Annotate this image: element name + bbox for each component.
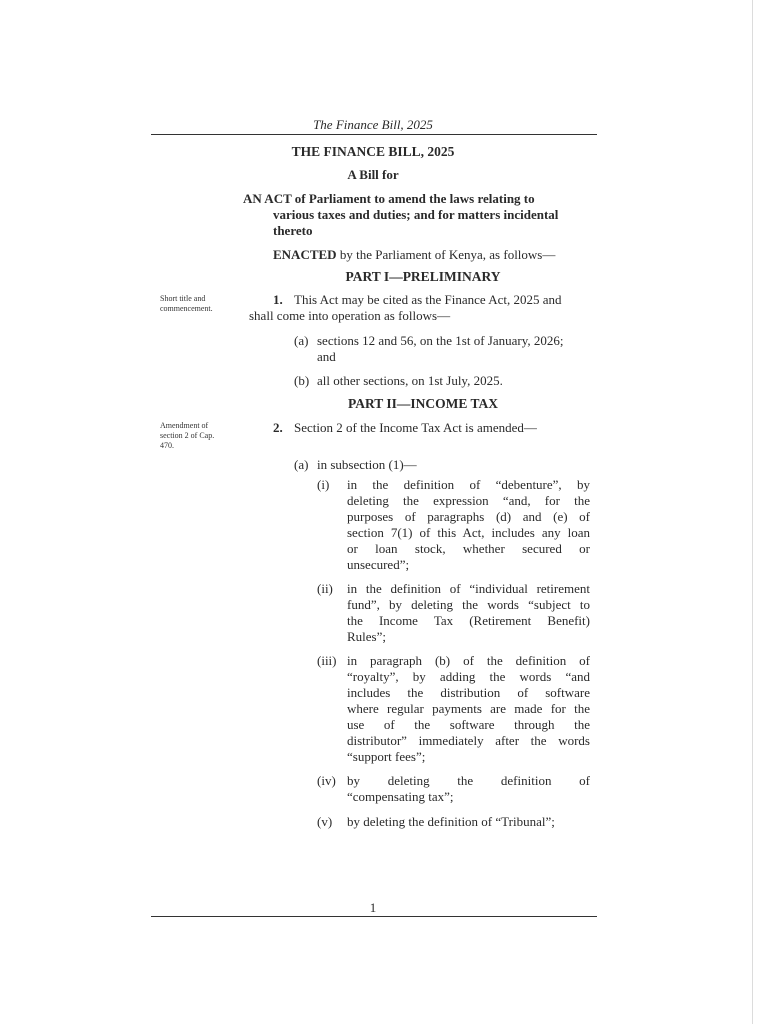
page-number: 1 bbox=[369, 900, 377, 915]
long-title-line1: AN ACT of Parliament to amend the laws relating to bbox=[243, 191, 535, 206]
item-line: in the definition of “individual retirement bbox=[347, 581, 590, 596]
bill-title: THE FINANCE BILL, 2025 bbox=[291, 144, 455, 159]
section-1-text-line2: shall come into operation as follows— bbox=[249, 308, 451, 323]
para-b-text: all other sections, on 1st July, 2025. bbox=[317, 373, 503, 388]
margin-note-line: 470. bbox=[160, 441, 174, 450]
item-line: by deleting the definition of bbox=[347, 773, 590, 788]
item-line: use of the software through the bbox=[347, 717, 590, 732]
item-v-label: (v) bbox=[317, 814, 333, 829]
header-rule bbox=[151, 134, 597, 135]
item-iii-label: (iii) bbox=[317, 653, 337, 668]
subsection-a-text: in subsection (1)— bbox=[317, 457, 417, 472]
section-1-text-line1: This Act may be cited as the Finance Act, 2025 and bbox=[294, 292, 562, 307]
part2-heading: PART II—INCOME TAX bbox=[347, 396, 499, 411]
page-edge-divider bbox=[752, 0, 753, 1024]
long-title-line2: various taxes and duties; and for matters incidental bbox=[273, 207, 559, 222]
para-a-label: (a) bbox=[294, 333, 309, 348]
item-line: in paragraph (b) of the definition of bbox=[347, 653, 590, 668]
margin-note-amendment bbox=[160, 421, 234, 451]
bill-for: A Bill for bbox=[347, 167, 399, 182]
enacting-text: by the Parliament of Kenya, as follows— bbox=[339, 247, 556, 262]
item-v-text: by deleting the definition of “Tribunal”; bbox=[347, 814, 555, 829]
running-header: The Finance Bill, 2025 bbox=[313, 117, 433, 132]
footer-rule bbox=[151, 916, 597, 917]
part1-heading: PART I—PRELIMINARY bbox=[345, 269, 501, 284]
item-line: includes the distribution of software bbox=[347, 685, 590, 700]
item-line: distributor” immediately after the words bbox=[347, 733, 590, 748]
item-i-text bbox=[347, 477, 590, 573]
item-line: in the definition of “debenture”, by bbox=[347, 477, 590, 492]
margin-note-line: Amendment of bbox=[160, 421, 209, 430]
item-line: purposes of paragraphs (d) and (e) of bbox=[347, 509, 590, 524]
item-line: section 7(1) of this Act, includes any loan bbox=[347, 525, 590, 540]
item-iv-label: (iv) bbox=[317, 773, 336, 788]
margin-note-line: commencement. bbox=[160, 304, 213, 313]
long-title-line3: thereto bbox=[273, 223, 313, 238]
item-line: “support fees”; bbox=[347, 749, 426, 764]
section-2-number: 2. bbox=[273, 420, 283, 435]
item-line: “compensating tax”; bbox=[347, 789, 454, 804]
para-a-line1: sections 12 and 56, on the 1st of January, 2026; bbox=[317, 333, 564, 348]
enacting-formula bbox=[273, 247, 555, 263]
item-line: Rules”; bbox=[347, 629, 386, 644]
item-line: unsecured”; bbox=[347, 557, 410, 572]
section-2-text: Section 2 of the Income Tax Act is amended— bbox=[294, 420, 537, 435]
item-line: deleting the expression “and, for the bbox=[347, 493, 590, 508]
item-line: or loan stock, whether secured or bbox=[347, 541, 590, 556]
para-b-label: (b) bbox=[294, 373, 310, 388]
item-ii-label: (ii) bbox=[317, 581, 333, 596]
margin-note-line: section 2 of Cap. bbox=[160, 431, 215, 440]
subsection-a-label: (a) bbox=[294, 457, 309, 472]
item-iii-text bbox=[347, 653, 590, 765]
item-ii-text bbox=[347, 581, 590, 645]
item-line: the Income Tax (Retirement Benefit) bbox=[347, 613, 590, 628]
margin-note-line: Short title and bbox=[160, 294, 206, 303]
item-line: fund”, by deleting the words “subject to bbox=[347, 597, 590, 612]
item-line: “royalty”, by adding the words “and bbox=[347, 669, 590, 684]
para-a-line2: and bbox=[317, 349, 336, 364]
item-iv-text bbox=[347, 773, 590, 805]
item-line: where regular payments are made for the bbox=[347, 701, 590, 716]
section-1-number: 1. bbox=[273, 292, 283, 307]
margin-note-short-title bbox=[160, 294, 234, 314]
enacted-word: ENACTED bbox=[273, 247, 337, 262]
item-i-label: (i) bbox=[317, 477, 330, 492]
